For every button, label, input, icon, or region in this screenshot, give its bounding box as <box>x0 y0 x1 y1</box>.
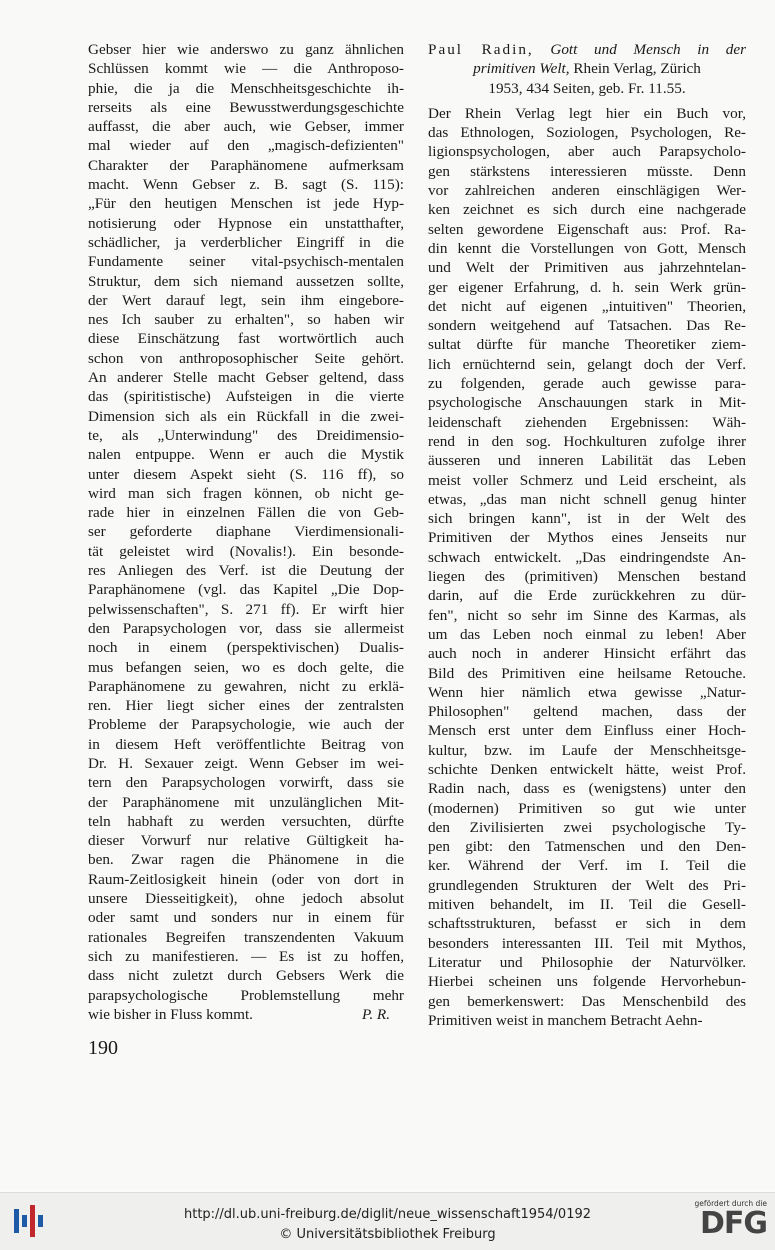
right-column-line-text: besonders interessanten III. Teil mit Mythos, <box>428 934 746 952</box>
review-header-line-1 <box>428 40 746 59</box>
left-column-line <box>88 445 404 464</box>
right-column-line-text: gen bemerkenswert: Das Menschenbild des <box>428 992 746 1010</box>
right-column-line <box>428 799 746 818</box>
right-column-line <box>428 683 746 702</box>
right-column-line <box>428 374 746 393</box>
left-column-line-text: dieser Vorwurf nur relative Gültigkeit ha- <box>88 832 404 850</box>
right-column-line <box>428 220 746 239</box>
right-column-line <box>428 316 746 335</box>
right-column-line-text: schaftsstrukturen, befasst er sich in dem <box>428 915 746 933</box>
right-column-line <box>428 606 746 625</box>
right-column-line-text: fen", nicht so sehr im Sinne des Karmas, als <box>428 606 746 624</box>
left-column-line <box>88 156 404 175</box>
left-column-line-text: wie bisher in Fluss kommt. <box>88 1005 253 1023</box>
left-column-line <box>88 194 404 213</box>
right-column-line <box>428 162 746 181</box>
left-column-line <box>88 812 404 831</box>
left-column-line-text: Paraphänomene (vgl. das Kapitel „Die Dop- <box>88 581 404 599</box>
right-column-line <box>428 702 746 721</box>
left-column-line-text: Charakter der Paraphänomene aufmerksam <box>88 156 404 174</box>
left-column-line-text: rade hier in einzelnen Fällen die von Geb- <box>88 504 404 522</box>
left-column-line <box>88 522 404 541</box>
left-column-line <box>88 773 404 792</box>
left-column-line <box>88 966 404 985</box>
left-column-line <box>88 677 404 696</box>
left-column-line-text: Dimension sich als ein Rückfall in die zwei- <box>88 407 404 425</box>
left-column-line <box>88 947 404 966</box>
right-column-line <box>428 914 746 933</box>
dfg-logo-icon: DFG <box>699 1206 767 1241</box>
right-column-line <box>428 548 746 567</box>
left-column-line-text: tern den Parapsychologen vorwirft, dass sie <box>88 774 404 792</box>
right-column-line <box>428 567 746 586</box>
right-column-line <box>428 335 746 354</box>
right-column-line-text: Primitiven der Mythos eines Jenseits nur <box>428 529 746 547</box>
left-column-line <box>88 619 404 638</box>
left-column-line-text: dass nicht zuletzt durch Gebsers Werk die <box>88 967 404 985</box>
left-column-line-text: ben. Zwar ragen die Phänomene in die <box>88 851 404 869</box>
left-column-line <box>88 870 404 889</box>
review-title-part-2: primitiven Welt, <box>473 60 570 78</box>
left-column-line <box>88 908 404 927</box>
left-column-line <box>88 291 404 310</box>
right-column-line-text: Philosophen" geltend machen, dass der <box>428 703 746 721</box>
right-column-line-text: meist voller Schmerz und Leid erscheint, als <box>428 471 746 489</box>
right-column-line-text: Primitiven weist in manchem Betracht Aehn- <box>428 1011 703 1029</box>
right-column-line-text: sultat dürfte für manche Theoretiker ziem- <box>428 336 746 354</box>
right-column-line-text: det nicht auf eigenen „intuitiven" Theorien, <box>428 297 746 315</box>
right-column-line <box>428 992 746 1011</box>
right-column-line-text: äusseren und inneren Labilität das Leben <box>428 452 746 470</box>
left-column-line <box>88 793 404 812</box>
right-column-line-text: auch noch in anderer Hinsicht erfährt das <box>428 645 746 663</box>
right-column-line-text: (modernen) Primitiven so gut wie unter <box>428 799 746 817</box>
right-column-line-text: din kennt die Vorstellungen von Gott, Mensch <box>428 239 746 257</box>
right-column-line <box>428 355 746 374</box>
right-column-line-text: Bild des Primitiven eine heilsame Retouche. <box>428 664 746 682</box>
right-column-line <box>428 721 746 740</box>
right-column-line-text: Wenn hier nämlich etwa gewisse „Natur- <box>428 683 746 701</box>
left-column-line <box>88 368 404 387</box>
right-column-line <box>428 104 746 123</box>
dfg-caption: gefördert durch die <box>694 1199 767 1208</box>
left-column-line <box>88 40 404 59</box>
right-column-line-text: Mensch erst unter dem Einfluss einer Hoch- <box>428 722 746 740</box>
right-column-line <box>428 239 746 258</box>
left-column-line-text: schädlicher, ja verderblicher Eingriff in die <box>88 233 404 251</box>
left-column-line <box>88 98 404 117</box>
left-column-line <box>88 580 404 599</box>
left-column-line-text: notisierung oder Hypnose ein unstatthafter, <box>88 214 404 232</box>
page-number: 190 <box>88 1037 118 1059</box>
right-column-line <box>428 856 746 875</box>
right-column-line-text: ken zeichnet es sich durch eine nachgerade <box>428 201 746 219</box>
right-column-line <box>428 393 746 412</box>
left-column-line <box>88 407 404 426</box>
right-column-line-text: liegen des (primitiven) Menschen bestand <box>428 568 746 586</box>
left-column-line <box>88 561 404 580</box>
left-column-line <box>88 426 404 445</box>
right-column-line <box>428 432 746 451</box>
left-column-line <box>88 986 404 1005</box>
left-column-line-text: Schlüssen kommt wie — die Anthroposo- <box>88 60 404 78</box>
right-column-line-text: und Welt der Primitiven aus jahrzehntelan- <box>428 259 746 277</box>
right-column-line <box>428 837 746 856</box>
left-column-line <box>88 272 404 291</box>
left-column-line-text: parapsychologische Problemstellung mehr <box>88 986 404 1004</box>
left-column-line <box>88 465 404 484</box>
left-column-line <box>88 233 404 252</box>
left-column-line-text: Gebser hier wie anderswo zu ganz ähnlichen <box>88 41 404 58</box>
left-column-line <box>88 831 404 850</box>
right-column-line <box>428 741 746 760</box>
right-column-line <box>428 200 746 219</box>
reviewer-signature: P. R. <box>362 1005 390 1023</box>
right-column-line-text: kultur, bzw. im Laufe der Menschheitsge- <box>428 741 746 759</box>
right-column-line <box>428 664 746 683</box>
left-column-line-text: Fundamente seiner vital-psychisch-mentalen <box>88 253 404 271</box>
left-column-line-text: Probleme der Parapsychologie, wie auch der <box>88 716 404 734</box>
left-column-line <box>88 542 404 561</box>
right-column-line-text: den Zivilisierten zwei psychologische Ty- <box>428 818 746 836</box>
right-column-line-text: lich ernüchternd sein, gelangt doch der Verf. <box>428 355 746 373</box>
right-column-line-text: etwas, „das man nicht schnell genug hinter <box>428 490 746 508</box>
right-column-line-text: ger eigener Erfahrung, d. h. sein Werk grün- <box>428 278 746 296</box>
right-column-line-text: gen stärkstens interessieren müsste. Denn <box>428 162 746 180</box>
right-column-line-text: darin, auf die Erde zurückkehren zu dür- <box>428 587 746 605</box>
right-column-line-text: um das Leben noch einmal zu leben! Aber <box>428 625 746 643</box>
right-text-column <box>428 40 746 1030</box>
left-column-line-text: pelwissenschaften", S. 271 ff). Er wirft hier <box>88 600 404 618</box>
right-column-line <box>428 297 746 316</box>
left-column-line-text: ren. Hier liegt sicher eines der zentralsten <box>88 697 404 715</box>
left-text-column <box>88 40 404 1024</box>
right-column-line-text: Literatur und Philosophie der Naturvölker. <box>428 953 746 971</box>
copyright-text: © Universitätsbibliothek Freiburg <box>279 1227 496 1242</box>
left-column-line-text: rerseits als eine Bewusstwerdungsgeschichte <box>88 98 404 116</box>
right-column-line-text: ker. Während der Verf. im I. Teil die <box>428 857 746 875</box>
left-column-line <box>88 735 404 754</box>
right-column-line <box>428 779 746 798</box>
left-column-line <box>88 214 404 233</box>
review-details: 1953, 434 Seiten, geb. Fr. 11.55. <box>488 79 686 97</box>
right-column-line <box>428 818 746 837</box>
right-column-line <box>428 490 746 509</box>
left-column-line <box>88 484 404 503</box>
left-column-line <box>88 329 404 348</box>
left-column-line-text: Dr. H. Sexauer zeigt. Wenn Gebser im wei- <box>88 754 404 772</box>
right-column-line <box>428 953 746 972</box>
left-column-line <box>88 79 404 98</box>
left-column-line-text: diese Einschätzung fast wortwörtlich auch <box>88 330 404 348</box>
right-column-line-text: sich bringen kann", ist in der Welt des <box>428 510 746 528</box>
left-column-line-text: wird man sich fragen können, ob nicht ge- <box>88 484 404 502</box>
left-column-line-text: mus befangen seien, wo es doch gelte, die <box>88 658 404 676</box>
left-column-line <box>88 1005 404 1024</box>
right-column-line <box>428 528 746 547</box>
left-column-line-text: Paraphänomene zu gewahren, nicht zu erklä- <box>88 677 404 695</box>
right-column-line <box>428 625 746 644</box>
left-column-line-text: sich zu manifestieren. — Es ist zu hoffen, <box>88 947 404 965</box>
document-url-link[interactable]: http://dl.ub.uni-freiburg.de/diglit/neue_wissenschaft1954/0192 <box>183 1207 592 1222</box>
left-column-line-text: der Wert darauf legt, sein ihm eingebore- <box>88 291 404 309</box>
left-column-line-text: res Anliegen des Verf. ist die Deutung der <box>88 562 404 580</box>
left-column-line <box>88 658 404 677</box>
left-column-line-text: auffasst, die aber auch, wie Gebser, immer <box>88 118 404 136</box>
left-column-line <box>88 310 404 329</box>
left-column-line <box>88 600 404 619</box>
right-column-line <box>428 278 746 297</box>
left-column-line-text: Struktur, dem sich niemand aussetzen sollte, <box>88 272 404 290</box>
left-column-line <box>88 59 404 78</box>
left-column-line <box>88 638 404 657</box>
left-column-line-text: den Parapsychologen vor, dass sie allermeist <box>88 619 404 637</box>
left-column-line-text: tät geleistet wird (Novalis!). Ein besonde- <box>88 542 404 560</box>
left-column-line-text: te, als „Unterwindung" des Dreidimensio- <box>88 426 404 444</box>
left-column-line-text: noch in einem (perspektivischen) Dualis- <box>88 639 404 657</box>
left-column-line <box>88 175 404 194</box>
review-body <box>428 104 746 1030</box>
left-column-line-text: das (spiritistische) Aufsteigen in die vierte <box>88 388 404 406</box>
review-title-part-1: Gott und Mensch in der <box>550 41 746 58</box>
right-column-line-text: schwach entwickelt. „Das eindringendste An- <box>428 548 746 566</box>
right-column-line-text: sondern weitgehend auf Tatsachen. Das Re- <box>428 317 746 335</box>
right-column-line-text: Der Rhein Verlag legt hier ein Buch vor, <box>428 104 746 122</box>
right-column-line-text: grundlegenden Strukturen der Welt des Pri- <box>428 876 746 894</box>
left-column-line <box>88 928 404 947</box>
right-column-line <box>428 972 746 991</box>
left-column-line-text: der Paraphänomene mit unzulänglichen Mit- <box>88 793 404 811</box>
left-column-line-text: mal wieder auf den „magisch-defizienten" <box>88 137 404 155</box>
right-column-line <box>428 586 746 605</box>
left-column-line-text: „Für den heutigen Menschen ist jede Hyp- <box>88 195 404 213</box>
left-column-line-text: teln habhaft zu werden versuchten, dürfte <box>88 812 404 830</box>
left-column-line <box>88 503 404 522</box>
right-column-line-text: vor zahlreichen anderen einschlägigen Wer- <box>428 182 746 200</box>
left-column-line <box>88 117 404 136</box>
left-column-line-text: oder samt und sonders nur in einem für <box>88 909 404 927</box>
left-column-line-text: phie, die ja die Menschheitsgeschichte ih- <box>88 79 404 97</box>
right-column-line <box>428 760 746 779</box>
left-column-line-text: rationales Begreifen transzendenten Vakuum <box>88 928 404 946</box>
right-column-line <box>428 934 746 953</box>
right-column-line <box>428 509 746 528</box>
left-column-line-text: macht. Wenn Gebser z. B. sagt (S. 115): <box>88 176 404 194</box>
right-column-line-text: Radin nach, dass es (wenigstens) unter den <box>428 780 746 798</box>
left-column-line-text: in diesem Heft veröffentlichte Beitrag von <box>88 735 404 753</box>
right-column-line <box>428 123 746 142</box>
right-column-line <box>428 644 746 663</box>
right-column-line-text: mitiven behandelt, im II. Teil die Gesell- <box>428 896 746 914</box>
left-column-line-text: nalen entpuppe. Wenn er auch die Mystik <box>88 446 404 464</box>
right-column-line <box>428 1011 746 1030</box>
right-column-line-text: pen gibt: den Tatmenschen und den Den- <box>428 838 746 856</box>
right-column-line-text: Hierbei scheinen uns folgende Hervorhebun- <box>428 973 746 991</box>
left-column-line-text: schon von anthroposophischer Seite gehört. <box>88 349 404 367</box>
left-column-line <box>88 850 404 869</box>
viewer-footer <box>0 1192 775 1250</box>
right-column-line-text: zu folgenden, gerade auch gewisse para- <box>428 375 746 393</box>
left-column-line <box>88 696 404 715</box>
left-column-line <box>88 349 404 368</box>
right-column-line <box>428 471 746 490</box>
right-column-line-text: selten gewordene Eigenschaft aus: Prof. Ra- <box>428 220 746 238</box>
left-column-line-text: unter diesem Aspekt sieht (S. 116 ff), so <box>88 465 404 483</box>
left-column-line-text: ser geforderte diaphane Vierdimensionali- <box>88 523 404 541</box>
left-column-line-text: unsere Diesseitigkeit), ohne jedoch absolut <box>88 890 404 908</box>
left-column-line-text: An anderer Stelle macht Gebser geltend, dass <box>88 369 404 387</box>
left-column-line <box>88 136 404 155</box>
right-column-line <box>428 142 746 161</box>
right-column-line-text: psychologische Anschauungen stark in Mit- <box>428 394 746 412</box>
right-column-line-text: das Ethnologen, Soziologen, Psychologen, Re- <box>428 124 746 142</box>
right-column-line-text: ligionspsychologen, aber auch Parapsycholo- <box>428 143 746 161</box>
right-column-line-text: rend in den sog. Hochkulturen zufolge ihrer <box>428 432 746 450</box>
review-author: Paul Radin, <box>428 41 534 58</box>
right-column-line-text: leidenschaft ziehenden Ergebnissen: Wäh- <box>428 413 746 431</box>
right-column-line <box>428 895 746 914</box>
left-column-line-text: Raum-Zeitlosigkeit hinein (oder von dort in <box>88 870 404 888</box>
right-column-line <box>428 258 746 277</box>
left-column-line <box>88 387 404 406</box>
left-column-line <box>88 715 404 734</box>
left-column-line <box>88 252 404 271</box>
right-column-line <box>428 451 746 470</box>
right-column-line <box>428 876 746 895</box>
left-column-line <box>88 754 404 773</box>
right-column-line <box>428 413 746 432</box>
review-header-line-2 <box>428 59 746 78</box>
dfg-funding-logo <box>687 1199 767 1245</box>
left-column-line-text: nes Ich sauber zu erhalten", so haben wir <box>88 311 404 329</box>
right-column-line-text: schichte Denken entwickelt hätte, weist Prof. <box>428 760 746 778</box>
right-column-line <box>428 181 746 200</box>
left-column-line <box>88 889 404 908</box>
review-publisher: Rhein Verlag, Zürich <box>573 60 701 78</box>
